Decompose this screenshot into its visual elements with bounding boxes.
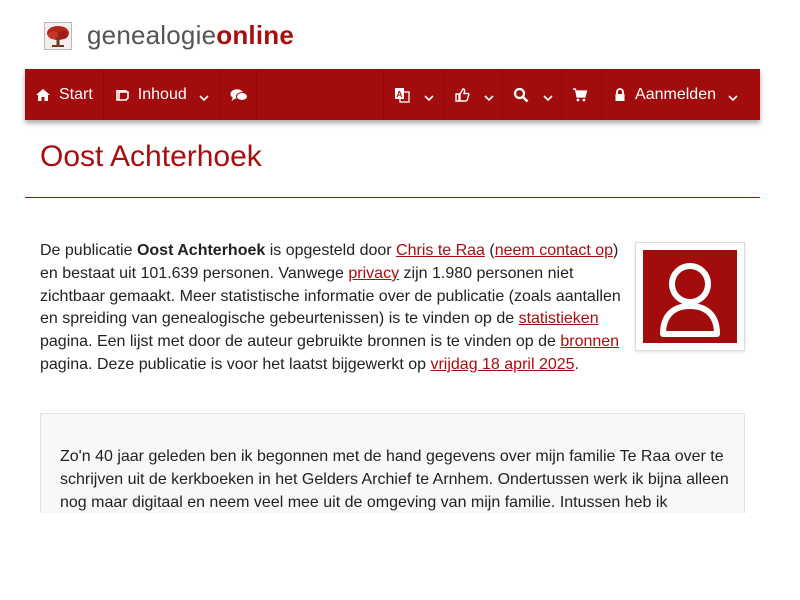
- site-logo[interactable]: [44, 20, 294, 51]
- chevron-down-icon: [543, 90, 553, 100]
- chevron-down-icon: [484, 90, 494, 100]
- privacy-link[interactable]: privacy: [348, 264, 400, 282]
- logo-part-1: genealogie: [87, 20, 217, 50]
- intro-text: De publicatie: [40, 242, 137, 259]
- intro-text: (: [484, 242, 495, 259]
- author-avatar[interactable]: [635, 242, 745, 351]
- chevron-down-icon: [728, 90, 738, 100]
- sources-link[interactable]: bronnen: [560, 333, 620, 351]
- nav-inhoud[interactable]: [104, 69, 220, 120]
- publication-description: [40, 413, 745, 513]
- publication-name: Oost Achterhoek: [136, 242, 266, 259]
- last-updated-link[interactable]: vrijdag 18 april 2025: [430, 355, 575, 373]
- intro-text: ) en bestaat uit 101.639 personen. Vanwege: [40, 242, 619, 282]
- title-divider: [25, 197, 760, 198]
- comments-icon: [230, 87, 246, 103]
- intro-text: pagina. Een lijst met door de auteur gebruikte bronnen is te vinden op de: [40, 333, 561, 351]
- intro-text: pagina. Deze publicatie is voor het laatst bijgewerkt op: [40, 355, 431, 373]
- home-icon: [35, 87, 51, 103]
- intro-text: zijn 1.980 personen niet zichtbaar gemaakt. Meer statistische informatie over de publicatie (zoals aantallen en spreiding van genealogische gebeurtenissen) is te vinden op de: [40, 264, 621, 328]
- tree-icon: [44, 22, 72, 50]
- nav-share[interactable]: [444, 69, 503, 120]
- author-link[interactable]: Chris te Raa: [396, 242, 485, 259]
- intro-text: is opgesteld door: [265, 242, 397, 259]
- user-icon: [643, 250, 737, 343]
- intro-text: .: [574, 355, 579, 373]
- page-title: Oost Achterhoek: [40, 140, 262, 173]
- main-navbar: [25, 69, 760, 120]
- nav-cart[interactable]: [562, 69, 602, 120]
- logo-part-2: online: [216, 20, 294, 50]
- description-text: Zo'n 40 jaar geleden ben ik begonnen met de hand gegevens over mijn familie Te Raa over te schrijven uit de kerkboeken in het Gelders Archief te Arnhem. Ondertussen werk ik bijna alleen nog maar digitaal en neem veel mee uit de omgeving van mijn familie. Intussen heb ik: [60, 448, 729, 511]
- chevron-down-icon: [199, 90, 209, 100]
- nav-login[interactable]: [602, 69, 760, 120]
- nav-start-label: Start: [59, 85, 93, 103]
- statistics-link[interactable]: statistieken: [518, 310, 599, 328]
- book-icon: [114, 87, 130, 103]
- nav-login-label: Aanmelden: [635, 85, 716, 103]
- contact-link[interactable]: neem contact op: [494, 242, 614, 259]
- svg-text:A: A: [396, 89, 403, 99]
- thumbs-up-icon: [454, 87, 470, 103]
- nav-spacer: [257, 69, 383, 120]
- nav-forum[interactable]: [220, 69, 257, 120]
- nav-start[interactable]: [25, 69, 104, 120]
- nav-language[interactable]: [383, 69, 444, 120]
- nav-inhoud-label: Inhoud: [137, 85, 187, 103]
- translate-icon: [394, 87, 410, 103]
- cart-icon: [572, 87, 588, 103]
- nav-search[interactable]: [503, 69, 562, 120]
- lock-icon: [614, 87, 626, 103]
- search-icon: [513, 87, 529, 103]
- chevron-down-icon: [424, 90, 434, 100]
- publication-intro: [40, 240, 626, 377]
- logo-text: [87, 20, 294, 51]
